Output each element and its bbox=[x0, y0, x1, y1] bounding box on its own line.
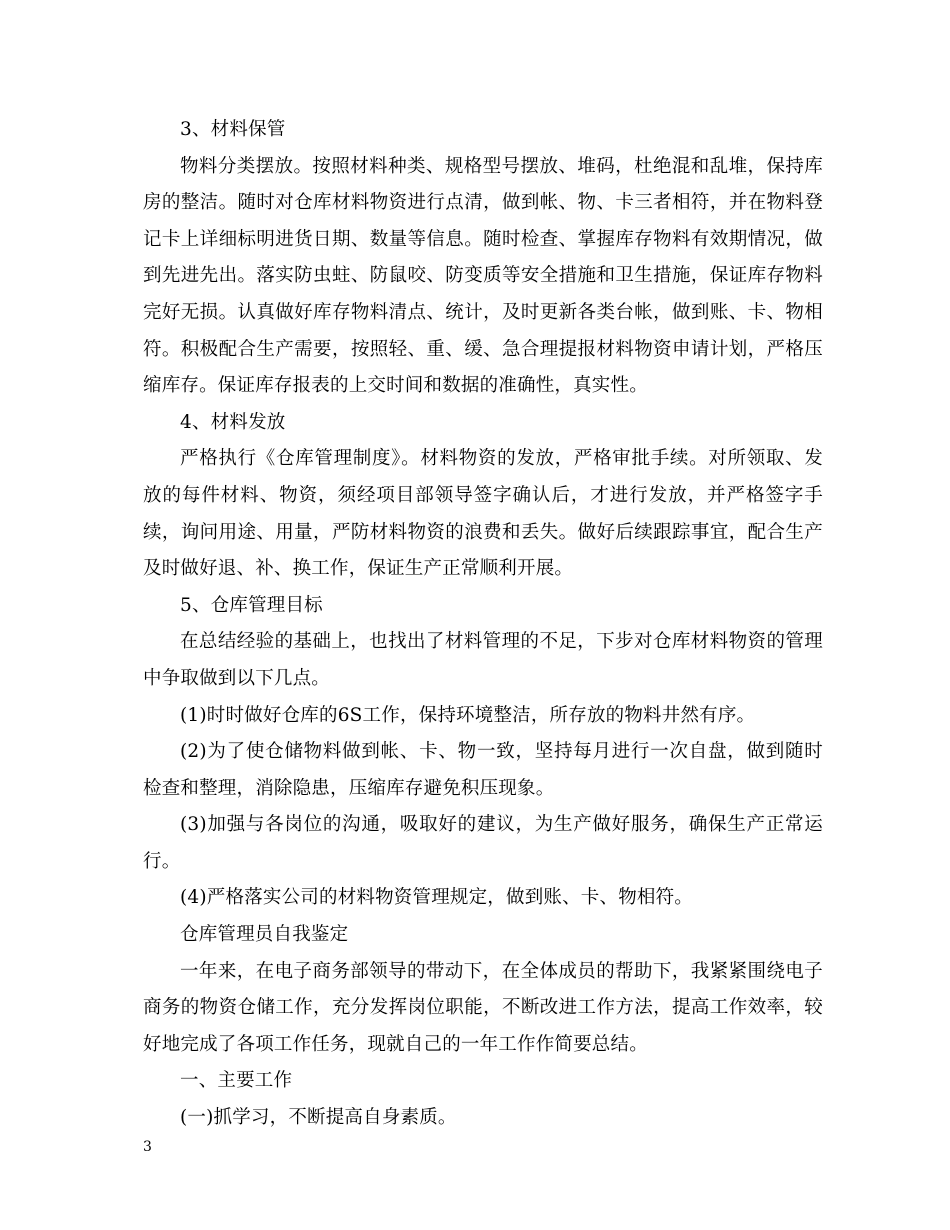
page-number: 3 bbox=[143, 1139, 152, 1155]
document-body bbox=[143, 112, 823, 1137]
list-item-goal-2: (2)为了使仓储物料做到帐、卡、物一致，坚持每月进行一次自盘，做到随时检查和整理，消除隐患，压缩库存避免积压现象。 bbox=[143, 741, 823, 799]
paragraph-self-appraisal-intro: 一年来，在电子商务部领导的带动下，在全体成员的帮助下，我紧紧围绕电子商务的物资仓储工作，充分发挥岗位职能，不断改进工作方法，提高工作效率，较好地完成了各项工作任务，现就自己的一年工作作简要总结。 bbox=[143, 960, 823, 1055]
paragraph-material-storage: 物料分类摆放。按照材料种类、规格型号摆放、堆码，杜绝混和乱堆，保持库房的整洁。随时对仓库材料物资进行点清，做到帐、物、卡三者相符，并在物料登记卡上详细标明进货日期、数量等信息。随时检查、掌握库存物料有效期情况，做到先进先出。落实防虫蛀、防鼠咬、防变质等安全措施和卫生措施，保证库存物料完好无损。认真做好库存物料清点、统计，及时更新各类台帐，做到账、卡、物相符。积极配合生产需要，按照轻、重、缓、急合理提报材料物资申请计划，严格压缩库存。保证库存报表的上交时间和数据的准确性，真实性。 bbox=[143, 155, 823, 397]
section-heading-main-work: 一、主要工作 bbox=[180, 1070, 293, 1092]
list-item-goal-3: (3)加强与各岗位的沟通，吸取好的建议，为生产做好服务，确保生产正常运行。 bbox=[143, 814, 823, 872]
paragraph-material-issuing: 严格执行《仓库管理制度》。材料物资的发放，严格审批手续。对所领取、发放的每件材料、物资，须经项目部领导签字确认后，才进行发放，并严格签字手续，询问用途、用量，严防材料物资的浪费和丢失。做好后续跟踪事宜，配合生产及时做好退、补、换工作，保证生产正常顺利开展。 bbox=[143, 448, 823, 580]
section-heading-material-issuing: 4、材料发放 bbox=[180, 411, 286, 433]
subsection-heading-study: (一)抓学习，不断提高自身素质。 bbox=[180, 1107, 457, 1129]
section-heading-warehouse-goals: 5、仓库管理目标 bbox=[180, 594, 323, 616]
list-item-goal-1: (1)时时做好仓库的6S工作，保持环境整洁，所存放的物料井然有序。 bbox=[180, 704, 756, 726]
list-item-goal-4: (4)严格落实公司的材料物资管理规定，做到账、卡、物相符。 bbox=[180, 887, 694, 909]
section-title-self-appraisal: 仓库管理员自我鉴定 bbox=[180, 924, 349, 946]
section-heading-material-storage: 3、材料保管 bbox=[180, 119, 286, 140]
paragraph-warehouse-goals-intro: 在总结经验的基础上，也找出了材料管理的不足，下步对仓库材料物资的管理中争取做到以下几点。 bbox=[143, 631, 823, 689]
